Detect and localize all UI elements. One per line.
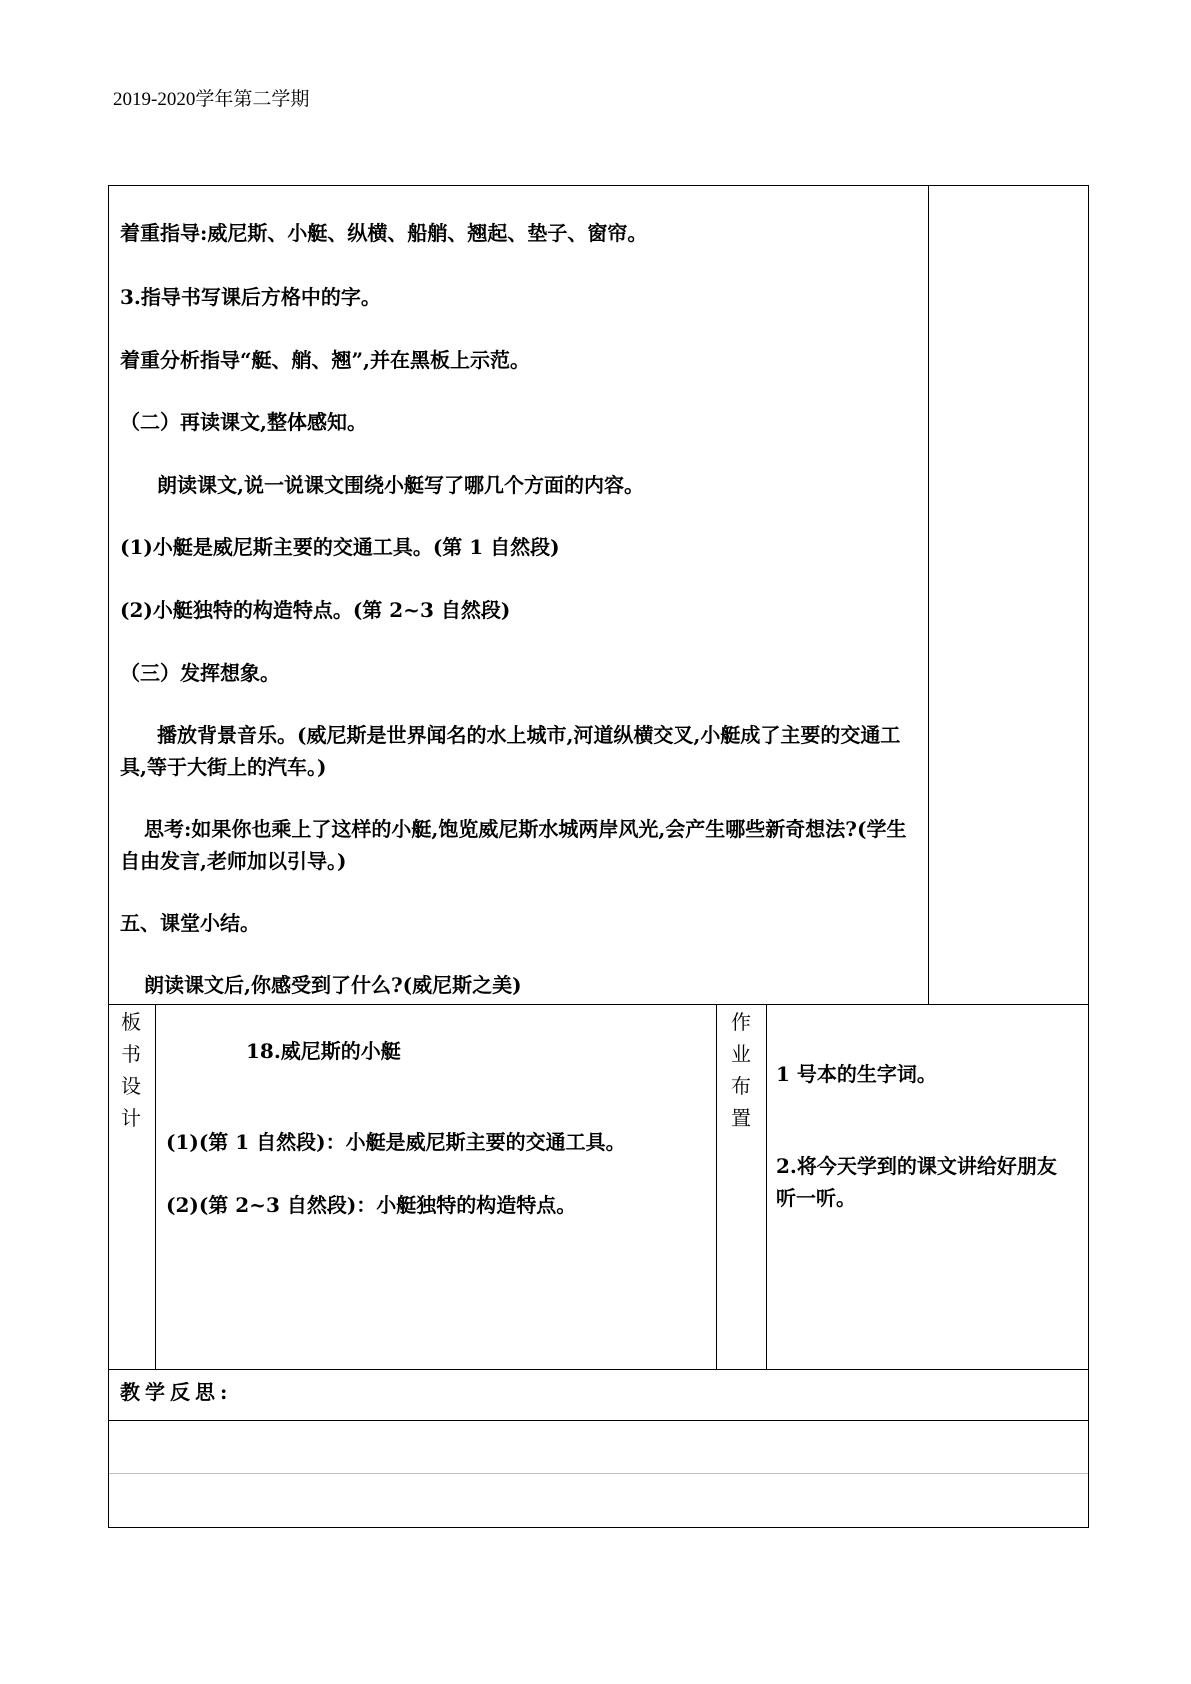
- content-paragraph: (2)小艇独特的构造特点。(第 2~3 自然段): [120, 598, 511, 622]
- reflection-label: 教学反思:: [120, 1380, 233, 1404]
- content-paragraph: 朗读课文后,你感受到了什么?(威尼斯之美): [144, 973, 522, 997]
- content-paragraph: 3.指导书写课后方格中的字。: [120, 285, 381, 309]
- homework-item: 2.将今天学到的课文讲给好朋友听一听。: [776, 1154, 1057, 1210]
- content-paragraph: (1)小艇是威尼斯主要的交通工具。(第 1 自然段): [120, 535, 560, 559]
- board-item: (1)(第 1 自然段)：小艇是威尼斯主要的交通工具。: [166, 1130, 626, 1154]
- content-paragraph: 五、课堂小结。: [120, 911, 260, 935]
- content-paragraph: 播放背景音乐。(威尼斯是世界闻名的水上城市,河道纵横交叉,小艇成了主要的交通工具,等于大街上的汽车。): [120, 723, 901, 779]
- content-paragraph: 着重分析指导“艇、艄、翘”,并在黑板上示范。: [120, 348, 530, 372]
- content-paragraph: 着重指导:威尼斯、小艇、纵横、船艄、翘起、垫子、窗帘。: [120, 221, 648, 245]
- content-paragraph: 思考:如果你也乘上了这样的小艇,饱览威尼斯水城两岸风光,会产生哪些新奇想法?(学生自由发言,老师加以引导。): [120, 817, 907, 873]
- content-paragraph: （二）再读课文,整体感知。: [120, 410, 367, 434]
- semester-header: 2019-2020学年第二学期: [113, 89, 310, 110]
- board-item: (2)(第 2~3 自然段)：小艇独特的构造特点。: [166, 1193, 577, 1217]
- board-label: 板 书 设 计: [121, 1010, 141, 1130]
- homework-label: 作 业 布 置: [731, 1010, 751, 1130]
- content-paragraph: （三）发挥想象。: [120, 661, 280, 685]
- content-paragraph: 朗读课文,说一说课文围绕小艇写了哪几个方面的内容。: [157, 473, 644, 497]
- board-title: 18.威尼斯的小艇: [246, 1039, 401, 1063]
- homework-item: 1 号本的生字词。: [776, 1062, 937, 1086]
